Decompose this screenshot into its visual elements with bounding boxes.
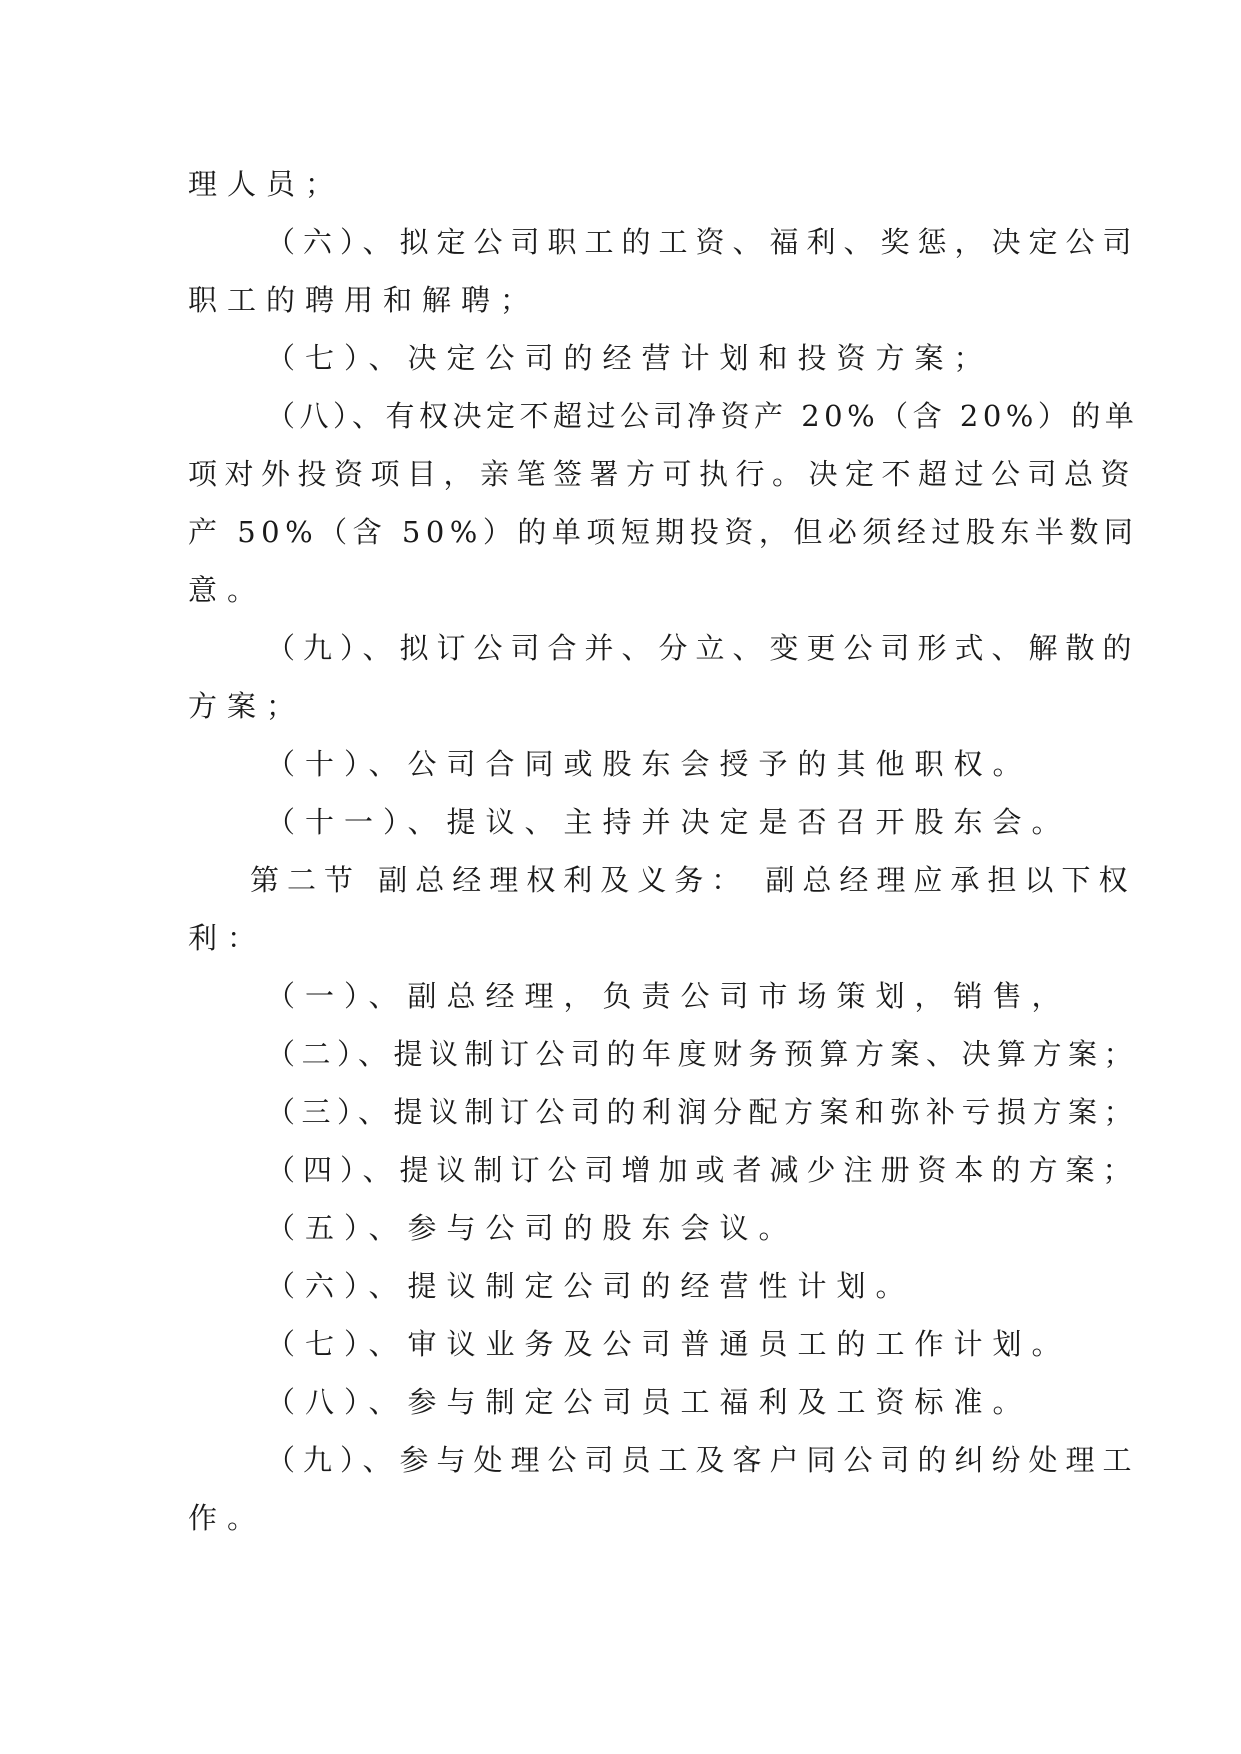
text-line: （一）、副总经理，负责公司市场策划，销售， bbox=[266, 979, 1071, 1013]
text-line: （九）、拟订公司合并、分立、变更公司形式、解散的 bbox=[266, 631, 1140, 665]
text-line: 方案； bbox=[188, 689, 306, 723]
section-heading: 第二节 副总经理权利及义务： 副总经理应承担以下权 bbox=[250, 863, 1136, 897]
text-line: （八）、有权决定不超过公司净资产 20%（含 20%）的单 bbox=[266, 399, 1139, 433]
text-line: （十）、公司合同或股东会授予的其他职权。 bbox=[266, 747, 1032, 781]
text-line: （九）、参与处理公司员工及客户同公司的纠纷处理工 bbox=[266, 1443, 1140, 1477]
text-line: （六）、提议制定公司的经营性计划。 bbox=[266, 1269, 915, 1303]
text-line: 产 50%（含 50%）的单项短期投资，但必须经过股东半数同 bbox=[188, 515, 1139, 549]
text-line: （十一）、提议、主持并决定是否召开股东会。 bbox=[266, 805, 1071, 839]
text-line: （八）、参与制定公司员工福利及工资标准。 bbox=[266, 1385, 1032, 1419]
text-line: （二）、提议制订公司的年度财务预算方案、决算方案； bbox=[266, 1037, 1140, 1071]
text-line: 作。 bbox=[188, 1501, 267, 1535]
text-line: （四）、提议制订公司增加或者减少注册资本的方案； bbox=[266, 1153, 1140, 1187]
text-line: 理人员； bbox=[188, 167, 345, 201]
text-line: （五）、参与公司的股东会议。 bbox=[266, 1211, 798, 1245]
text-line: 职工的聘用和解聘； bbox=[188, 283, 540, 317]
text-line: （七）、审议业务及公司普通员工的工作计划。 bbox=[266, 1327, 1071, 1361]
text-line: 意。 bbox=[188, 573, 267, 607]
text-line: （七）、决定公司的经营计划和投资方案； bbox=[266, 341, 993, 375]
text-line: 利： bbox=[188, 921, 267, 955]
text-line: 项对外投资项目，亲笔签署方可执行。决定不超过公司总资 bbox=[188, 457, 1138, 491]
text-line: （三）、提议制订公司的利润分配方案和弥补亏损方案； bbox=[266, 1095, 1140, 1129]
text-line: （六）、拟定公司职工的工资、福利、奖惩，决定公司 bbox=[266, 225, 1140, 259]
